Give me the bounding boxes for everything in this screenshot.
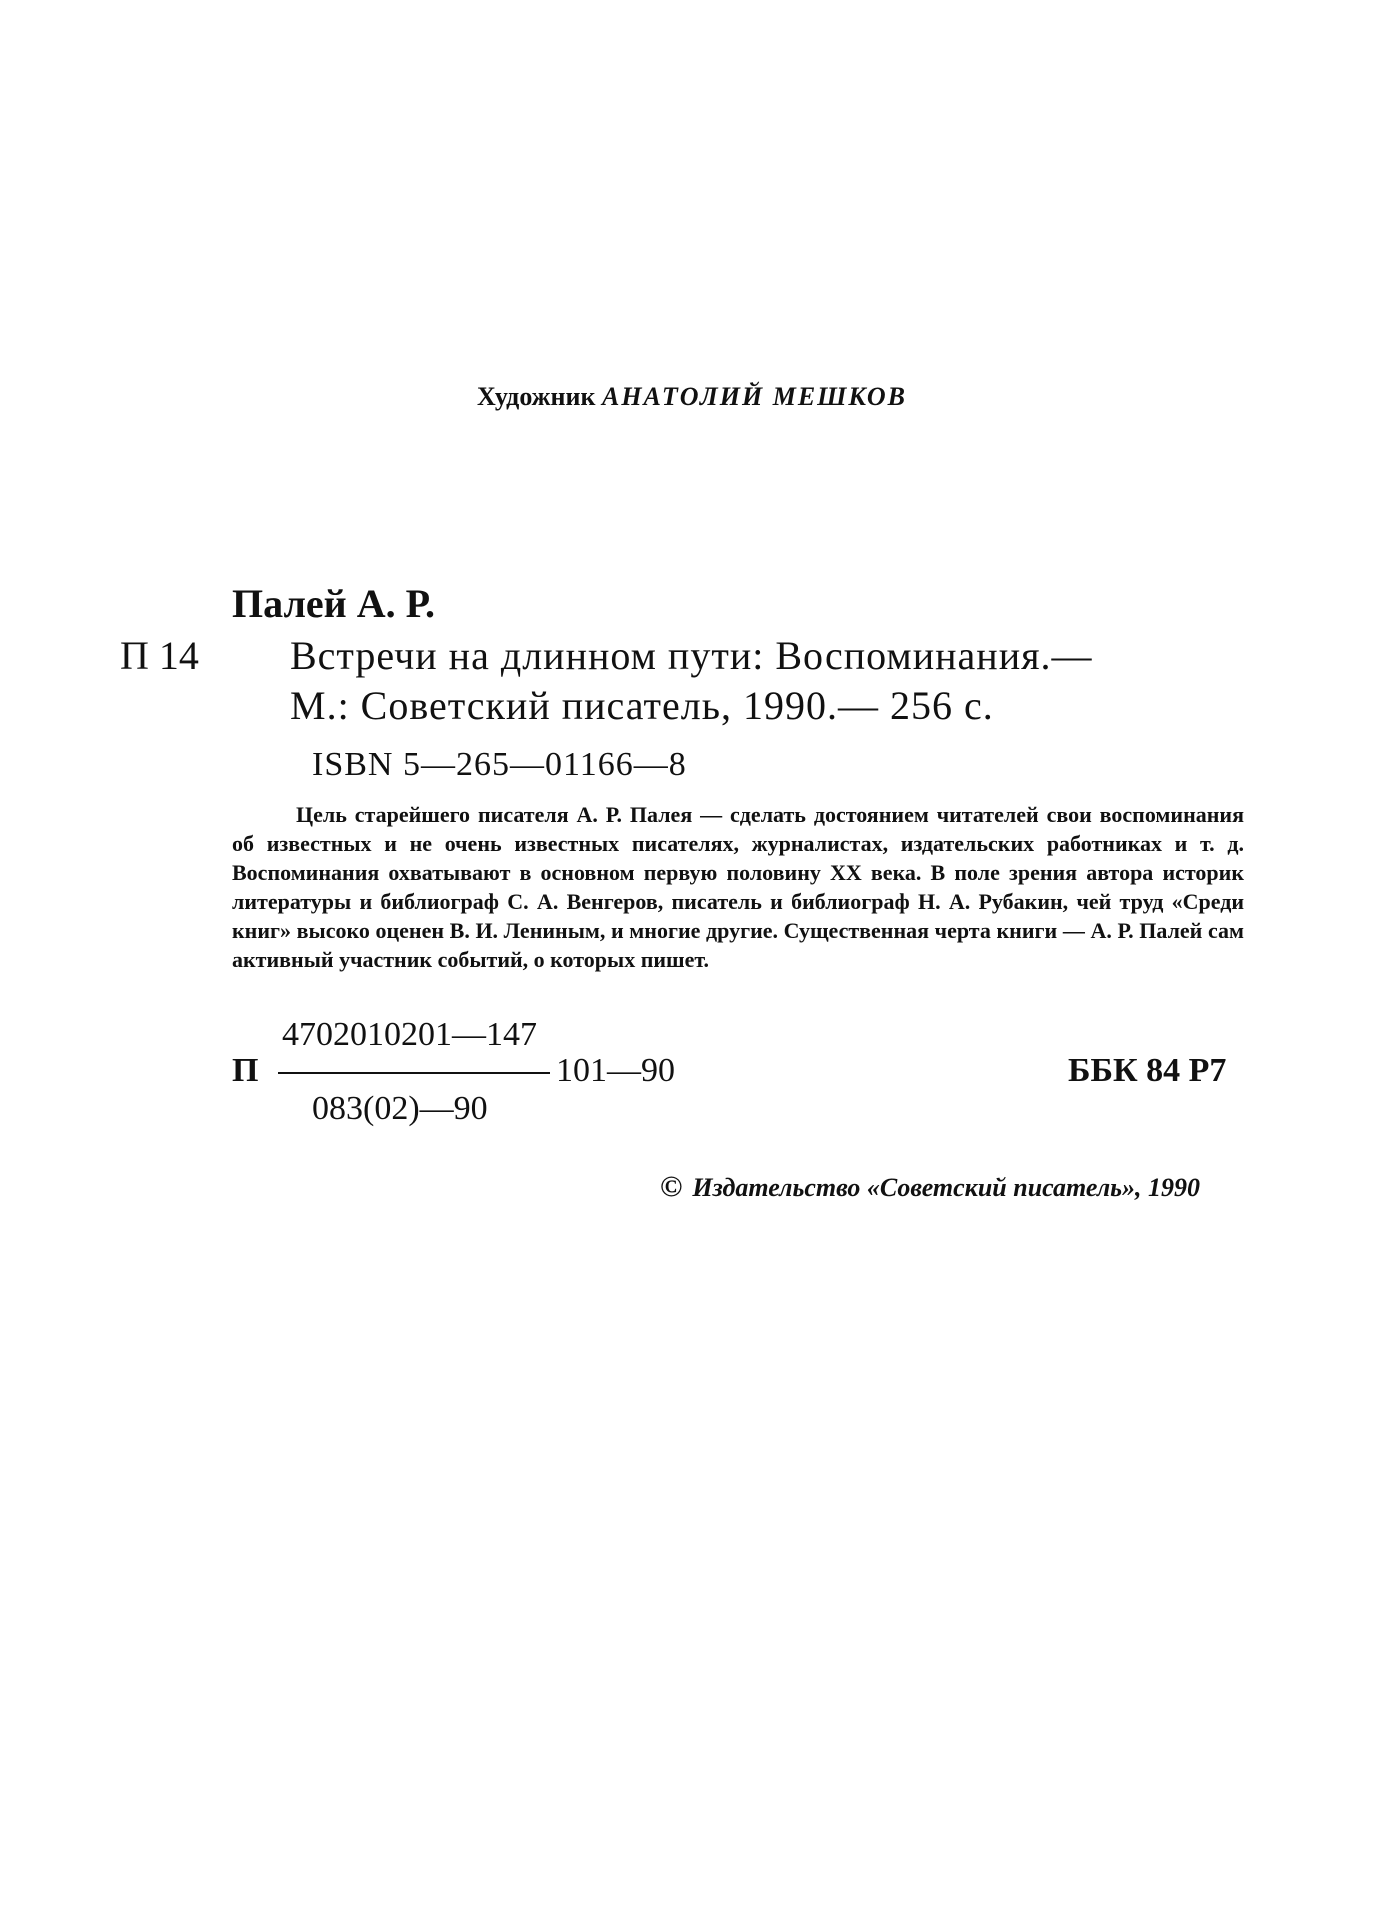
bbk-code: ББК 84 Р7 <box>1068 1052 1227 1089</box>
copyright-text: Издательство «Советский писатель», 1990 <box>692 1173 1201 1202</box>
fraction-line <box>278 1072 550 1074</box>
catalog-code: П 14 <box>120 633 199 678</box>
book-title-line-1: Встречи на длинном пути: Воспоминания.— <box>290 633 1093 678</box>
annotation <box>232 800 1244 974</box>
annotation-text: Цель старейшего писателя А. Р. Палея — сделать достоянием читателей свои воспоминания об известных и не очень известных писателях, журналистах, издательских работниках и т. д. Воспоминания охватывают в основном первую половину XX века. В поле зрения автора историк литературы и библиограф С. А. Венгеров, писатель и библиограф Н. А. Рубакин, чей труд «Среди книг» высоко оценен В. И. Лениным, и многие другие. Существенная черта книги — А. Р. Палей сам активный участник событий, о которых пишет. <box>232 802 1244 972</box>
index-denominator: 083(02)—90 <box>312 1090 488 1127</box>
artist-name: АНАТОЛИЙ МЕШКОВ <box>601 382 907 411</box>
artist-role: Художник <box>477 382 596 411</box>
index-letter: П <box>232 1052 259 1089</box>
copyright-icon: © <box>660 1170 683 1203</box>
index-numerator: 4702010201—147 <box>282 1016 537 1053</box>
book-title-line-2: М.: Советский писатель, 1990.— 256 с. <box>290 683 994 728</box>
copyright-line <box>660 1170 1200 1204</box>
artist-credit <box>0 382 1384 412</box>
author-name: Палей А. Р. <box>232 581 436 626</box>
isbn: ISBN 5—265—01166—8 <box>312 746 687 783</box>
index-right: 101—90 <box>556 1052 675 1089</box>
